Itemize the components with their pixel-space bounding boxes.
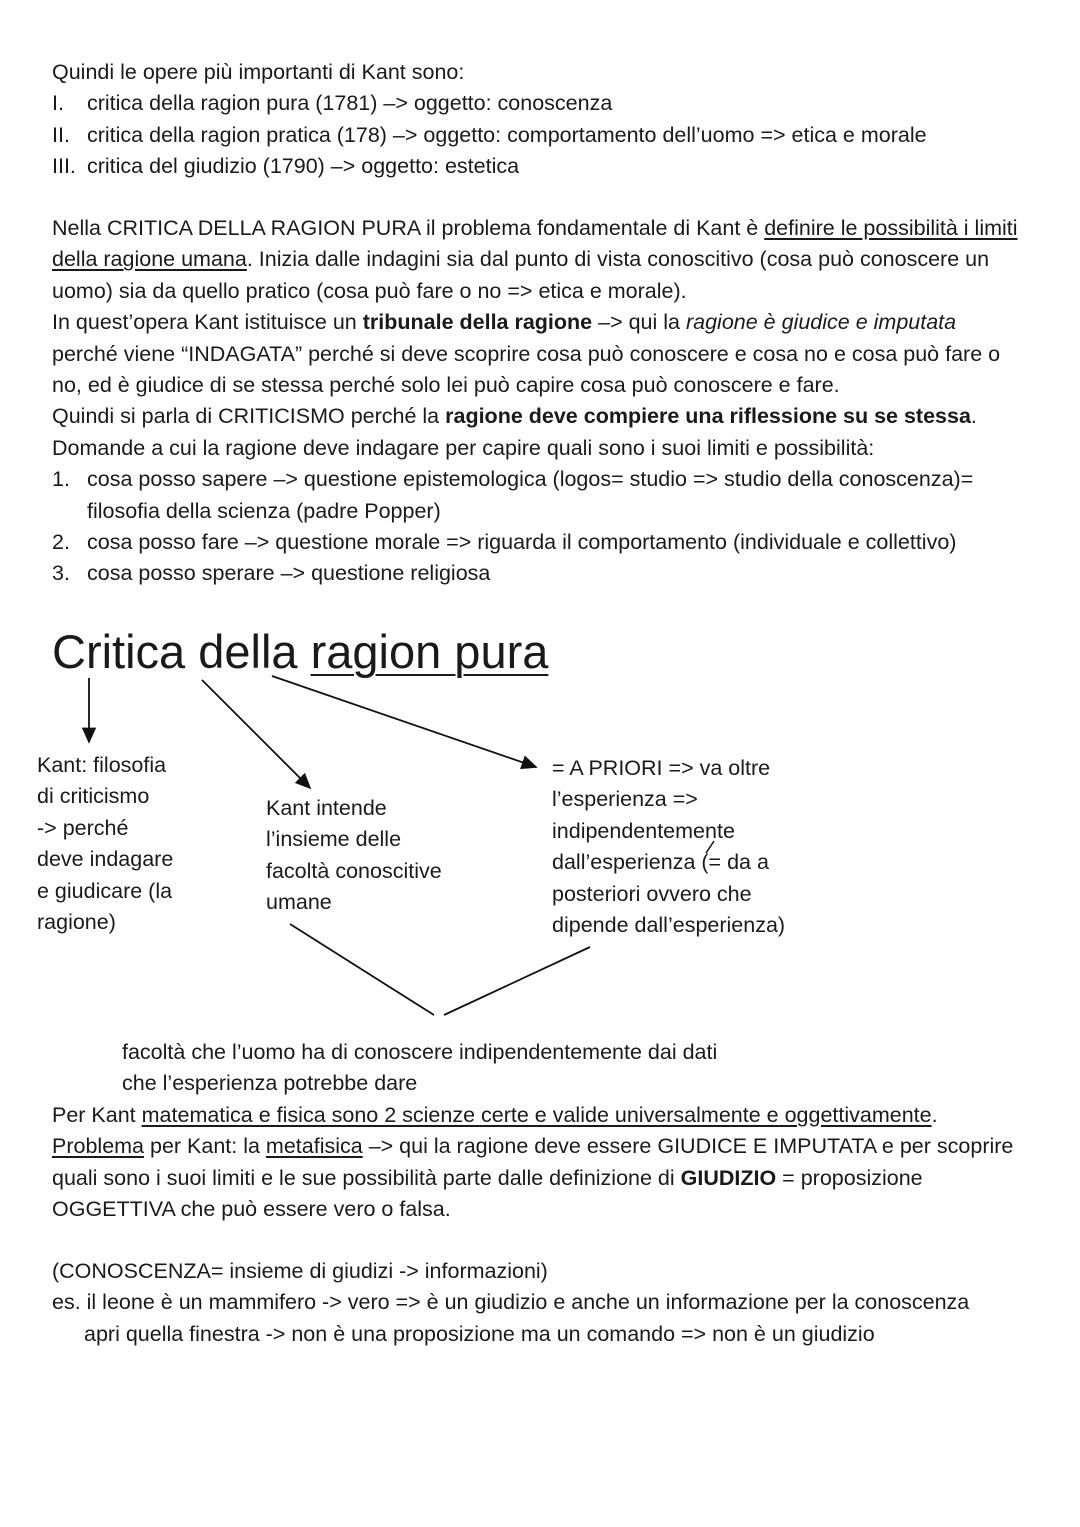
list-number: 2. xyxy=(52,529,70,554)
text-segment: matematica e fisica sono 2 scienze certe e valide universalmente e oggettivamente xyxy=(141,1103,932,1127)
text-segment: . Inizia dalle indagini sia dal punto di vista conoscitivo (cosa può conoscere un xyxy=(246,247,990,272)
merge-line-right xyxy=(444,947,590,1015)
text-segment: cosa posso fare –> questione morale => riguarda il comportamento (individuale e collettivo) xyxy=(87,529,957,554)
text-line: Kant: filosofia xyxy=(37,753,167,777)
text-segment: uomo) sia da quello pratico (cosa può fare o no => etica e morale). xyxy=(52,278,687,303)
text-line xyxy=(52,1131,1013,1162)
text-segment: Nella CRITICA DELLA RAGION PURA il problema fondamentale di Kant è xyxy=(52,216,765,240)
text-line xyxy=(52,1256,969,1287)
text-line: = A PRIORI => va oltre xyxy=(552,756,771,780)
text-segment: ragione è giudice e imputata xyxy=(685,310,957,335)
diagram-left-text xyxy=(37,750,173,938)
text-segment: critica della ragion pura (1781) –> oggetto: conoscenza xyxy=(87,91,613,116)
text-segment: = proposizione xyxy=(776,1165,923,1190)
text-line: Kant intende xyxy=(266,796,387,820)
text-segment: critica del giudizio (1790) –> oggetto: estetica xyxy=(87,154,520,179)
text-segment: –> qui la ragione deve essere GIUDICE E IMPUTATA e per scoprire xyxy=(362,1134,1014,1159)
text-segment: Quindi si parla di CRITICISMO perché la xyxy=(52,404,446,429)
text-segment: critica della ragion pratica (178) –> oggetto: comportamento dell’uomo => etica e morale xyxy=(87,122,927,147)
list-number: 3. xyxy=(52,561,70,586)
text-segment: definire le possibilità i limiti xyxy=(764,216,1018,240)
text-segment: (CONOSCENZA= insieme di giudizi -> informazioni) xyxy=(52,1259,548,1283)
text-line xyxy=(52,1100,1013,1131)
text-segment: tribunale della ragione xyxy=(362,310,593,335)
text-line: dall’esperienza (= da a xyxy=(552,850,769,875)
text-segment: Problema xyxy=(52,1134,145,1159)
text-segment: cosa posso sperare –> questione religiosa xyxy=(87,561,491,586)
text-segment: quali sono i suoi limiti e le sue possibilità parte dalle definizione di xyxy=(52,1165,681,1190)
list-number: II. xyxy=(52,122,70,147)
text-segment: no, ed è giudice di se stessa perché solo lei può capire cosa può conoscere e fare. xyxy=(52,372,840,397)
text-segment: Domande a cui la ragione deve indagare per capire quali sono i suoi limiti e possibilità: xyxy=(52,435,875,460)
text-line: deve indagare xyxy=(37,847,174,872)
title-part-2: ragion pura xyxy=(310,625,549,678)
text-segment: metafisica xyxy=(265,1134,363,1159)
text-segment: Per Kant xyxy=(52,1103,142,1127)
text-line: -> perché xyxy=(37,815,129,840)
list-number: I. xyxy=(52,91,64,116)
text-line: facoltà conoscitive xyxy=(266,858,442,883)
text-segment: GIUDIZIO xyxy=(680,1165,777,1190)
text-line: che l’esperienza potrebbe dare xyxy=(122,1071,418,1096)
text-line: facoltà che l’uomo ha di conoscere indipendentemente dai dati xyxy=(122,1040,718,1064)
text-segment: per Kant: la xyxy=(144,1134,266,1159)
text-segment: OGGETTIVA che può essere vero o falsa. xyxy=(52,1197,451,1222)
text-line: indipendentemente xyxy=(552,818,735,843)
text-segment: –> qui la xyxy=(592,310,686,335)
text-line xyxy=(52,1163,1013,1194)
text-segment: ragione deve compiere una riflessione su se stessa xyxy=(445,404,971,429)
list-number: 1. xyxy=(52,467,70,492)
list-number: III. xyxy=(52,154,76,179)
title-part-1: Critica della xyxy=(52,625,311,678)
text-line: l’esperienza => xyxy=(552,787,698,812)
arrow-middle xyxy=(202,680,310,788)
text-line: dipende dall’esperienza) xyxy=(552,912,786,937)
conclusion-paragraph xyxy=(52,1100,1013,1226)
merge-line-left xyxy=(290,924,434,1015)
diagram-merge-text xyxy=(122,1037,717,1100)
text-line: ragione) xyxy=(37,909,116,934)
text-segment: In quest’opera Kant istituisce un xyxy=(52,310,363,335)
diagram-right-text xyxy=(552,753,785,941)
arrow-right xyxy=(272,676,536,767)
text-line xyxy=(52,1319,969,1350)
text-line: l’insieme delle xyxy=(266,827,402,852)
text-line: posteriori ovvero che xyxy=(552,881,752,906)
text-segment: della ragione umana xyxy=(52,247,247,272)
diagram-middle-text xyxy=(266,793,442,919)
text-line xyxy=(52,1287,969,1318)
text-segment: . xyxy=(970,404,977,429)
text-line: umane xyxy=(266,890,332,915)
text-line xyxy=(52,1194,1013,1225)
text-segment: filosofia della scienza (padre Popper) xyxy=(87,498,441,523)
text-segment: perché viene “INDAGATA” perché si deve scoprire cosa può conoscere e cosa no e cosa può fare o xyxy=(52,341,1001,366)
text-segment: Quindi le opere più importanti di Kant sono: xyxy=(52,60,465,84)
text-line: di criticismo xyxy=(37,784,150,809)
text-segment: es. il leone è un mammifero -> vero => è un giudizio e anche un informazione per la conoscenza xyxy=(52,1290,970,1315)
examples-paragraph xyxy=(52,1256,969,1350)
text-segment: apri quella finestra -> non è una proposizione ma un comando => non è un giudizio xyxy=(84,1321,875,1346)
text-line: e giudicare (la xyxy=(37,878,173,903)
text-segment: cosa posso sapere –> questione epistemologica (logos= studio => studio della conoscenza)= xyxy=(87,467,974,492)
text-segment: . xyxy=(931,1103,938,1127)
